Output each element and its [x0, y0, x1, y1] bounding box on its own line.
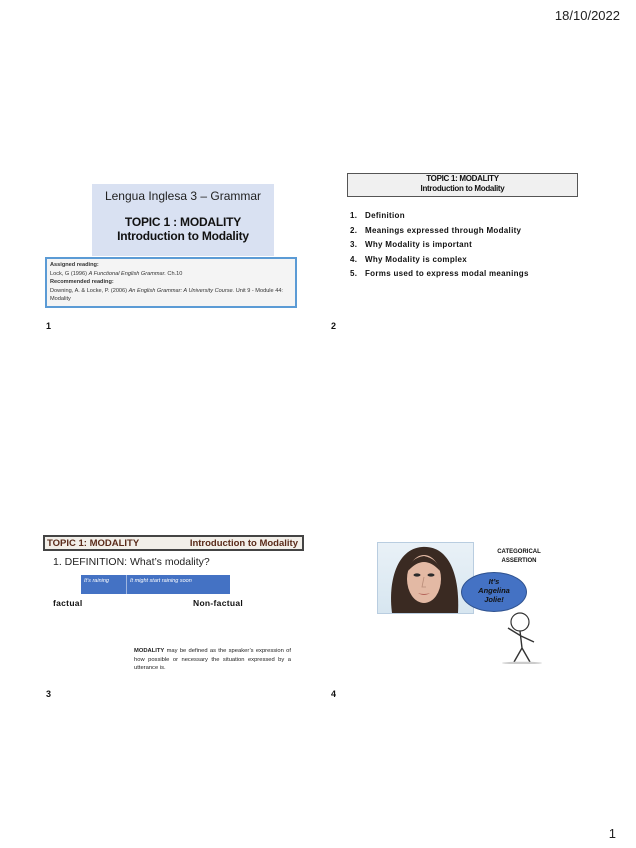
slide2-outline-list	[350, 209, 529, 282]
slide3-title-right: Introduction to Modality	[189, 538, 298, 549]
example-nonfactual: It might start raining soon	[130, 578, 192, 584]
slide-number-4: 4	[331, 689, 337, 699]
header-date: 18/10/2022	[554, 8, 620, 23]
slide2-title-box	[347, 173, 578, 197]
stick-figure-icon	[498, 602, 546, 664]
page-number: 1	[608, 826, 616, 841]
reading-box	[45, 257, 297, 308]
example-factual: It’s raining	[84, 578, 109, 584]
list-item: 1. Definition	[350, 211, 405, 220]
recommended-reading-ref: Downing, A. & Locke, P. (2006) An English Grammar: A University Course. Unit 9 - Module 44: Modality	[50, 287, 283, 302]
slide2-title-line2: Introduction to Modality	[420, 184, 505, 193]
list-item: 3. Why Modality is important	[350, 240, 473, 249]
recommended-reading-label: Recommended reading:	[50, 279, 114, 285]
slide-number-2: 2	[331, 321, 337, 331]
speech-bubble: It’s Angelina Jolie!	[461, 572, 527, 612]
topic-title: TOPIC 1 : MODALITY	[124, 215, 242, 229]
assigned-reading-ref: Lock, G (1996) A Functional English Grammar. Ch.10	[50, 270, 183, 277]
example-bar	[81, 575, 230, 594]
categorical-assertion-label: CATEGORICAL ASSERTION	[497, 549, 541, 564]
slide-number-1: 1	[46, 321, 52, 331]
list-item: 4. Why Modality is complex	[350, 254, 468, 264]
list-item: 2. Meanings expressed through Modality	[350, 225, 522, 235]
slide3-title-bar	[43, 535, 304, 551]
definition-heading: 1. DEFINITION: What’s modality?	[53, 556, 210, 568]
modality-definition: MODALITY may be defined as the speaker’s expression of how possible or necessary the situation expressed by a utterance is.	[134, 648, 291, 671]
label-factual: factual	[53, 598, 83, 608]
label-nonfactual: Non-factual	[193, 598, 244, 608]
assigned-reading-label: Assigned reading:	[50, 262, 99, 268]
list-item: 5. Forms used to express modal meanings	[350, 269, 529, 278]
slide-number-3: 3	[46, 689, 52, 699]
portrait-image	[378, 543, 473, 613]
slide3-title-left: TOPIC 1: MODALITY	[47, 538, 140, 549]
course-title: Lengua Inglesa 3 – Grammar	[104, 189, 262, 203]
slide2-title-line1: TOPIC 1: MODALITY	[426, 174, 499, 183]
slide1-title-block	[92, 184, 274, 256]
portrait-photo	[377, 542, 474, 614]
divider	[126, 575, 127, 594]
topic-subtitle: Introduction to Modality	[117, 229, 249, 243]
